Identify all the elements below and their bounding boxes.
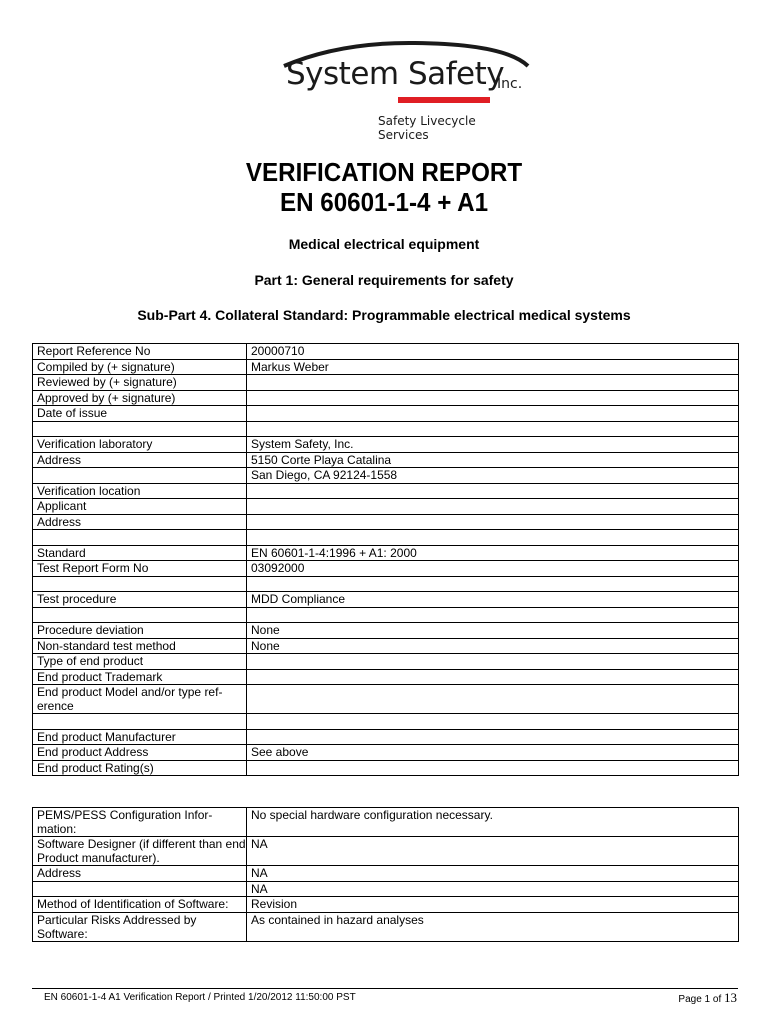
table-row	[33, 592, 739, 608]
row-value	[247, 514, 739, 530]
row-label: Type of end product	[33, 654, 247, 670]
row-label: PEMS/PESS Configuration Infor-mation:	[33, 808, 247, 837]
table-row	[33, 576, 739, 592]
row-label: Compiled by (+ signature)	[33, 359, 247, 375]
subtitle-part: Part 1: General requirements for safety	[254, 272, 514, 288]
row-label: Test procedure	[33, 592, 247, 608]
table-row	[33, 866, 739, 882]
row-value: 03092000	[247, 561, 739, 577]
table-row	[33, 499, 739, 515]
row-label: Software Designer (if different than end Product manufacturer).	[33, 837, 247, 866]
footer-print-info: EN 60601-1-4 A1 Verification Report / Printed 1/20/2012 11:50:00 PST	[44, 992, 356, 1003]
table-row	[33, 437, 739, 453]
logo-wordmark: System Safety	[286, 56, 505, 92]
row-value	[247, 760, 739, 776]
table-row	[33, 685, 739, 714]
row-label: Report Reference No	[33, 344, 247, 360]
table-row	[33, 623, 739, 639]
table-row	[33, 654, 739, 670]
table-row	[33, 375, 739, 391]
row-label: Test Report Form No	[33, 561, 247, 577]
row-label: Non-standard test method	[33, 638, 247, 654]
table-row	[33, 530, 739, 546]
row-value	[247, 669, 739, 685]
row-value: San Diego, CA 92124-1558	[247, 468, 739, 484]
row-value: 20000710	[247, 344, 739, 360]
row-label: Address	[33, 452, 247, 468]
table-row	[33, 745, 739, 761]
row-value: No special hardware configuration necessary.	[247, 808, 739, 837]
table-row	[33, 561, 739, 577]
row-label: End product Address	[33, 745, 247, 761]
table-row	[33, 483, 739, 499]
table-row	[33, 760, 739, 776]
row-label: End product Rating(s)	[33, 760, 247, 776]
footer-page-number: Page 1 of 13	[678, 990, 737, 1005]
row-value: NA	[247, 881, 739, 897]
row-value: Markus Weber	[247, 359, 739, 375]
table-row	[33, 406, 739, 422]
row-label: Standard	[33, 545, 247, 561]
row-label	[33, 530, 247, 546]
row-value: None	[247, 638, 739, 654]
row-value	[247, 654, 739, 670]
company-logo	[270, 40, 530, 142]
row-label	[33, 421, 247, 437]
row-value	[247, 729, 739, 745]
row-label: Applicant	[33, 499, 247, 515]
logo-tagline: Safety Livecycle Services	[378, 114, 476, 142]
row-label: Date of issue	[33, 406, 247, 422]
row-label: Particular Risks Addressed by Software:	[33, 912, 247, 941]
subtitle-equipment: Medical electrical equipment	[288, 236, 480, 252]
row-value	[247, 406, 739, 422]
report-info-table	[32, 343, 739, 776]
row-label: Method of Identification of Software:	[33, 897, 247, 913]
table-row	[33, 897, 739, 913]
row-value	[247, 421, 739, 437]
row-label: End product Trademark	[33, 669, 247, 685]
table-row	[33, 638, 739, 654]
table-row	[33, 344, 739, 360]
row-label: Procedure deviation	[33, 623, 247, 639]
row-value	[247, 499, 739, 515]
row-label	[33, 607, 247, 623]
row-value: As contained in hazard analyses	[247, 912, 739, 941]
table-row	[33, 729, 739, 745]
row-label: End product Manufacturer	[33, 729, 247, 745]
row-value	[247, 530, 739, 546]
row-value	[247, 576, 739, 592]
row-label	[33, 468, 247, 484]
row-value: See above	[247, 745, 739, 761]
table-row	[33, 514, 739, 530]
table-row	[33, 881, 739, 897]
row-label: Approved by (+ signature)	[33, 390, 247, 406]
table-row	[33, 359, 739, 375]
row-value	[247, 390, 739, 406]
logo-red-bar	[398, 97, 490, 103]
table-row	[33, 468, 739, 484]
table-row	[33, 714, 739, 730]
table-row	[33, 837, 739, 866]
table-row	[33, 912, 739, 941]
logo-inc: Inc.	[497, 76, 523, 92]
row-value: None	[247, 623, 739, 639]
footer-divider	[32, 988, 738, 989]
row-value: MDD Compliance	[247, 592, 739, 608]
table-row	[33, 808, 739, 837]
row-label	[33, 881, 247, 897]
table-row	[33, 669, 739, 685]
standard-title: EN 60601-1-4 + A1	[279, 187, 489, 217]
row-label: Address	[33, 514, 247, 530]
row-value	[247, 714, 739, 730]
row-label: Address	[33, 866, 247, 882]
row-label: Verification laboratory	[33, 437, 247, 453]
table-row	[33, 607, 739, 623]
row-value: EN 60601-1-4:1996 + A1: 2000	[247, 545, 739, 561]
row-label: End product Model and/or type ref-erence	[33, 685, 247, 714]
table-row	[33, 421, 739, 437]
table-row	[33, 390, 739, 406]
table-row	[33, 545, 739, 561]
row-label: Reviewed by (+ signature)	[33, 375, 247, 391]
row-value	[247, 607, 739, 623]
row-value: 5150 Corte Playa Catalina	[247, 452, 739, 468]
pems-config-table	[32, 807, 739, 942]
row-value: NA	[247, 866, 739, 882]
row-label	[33, 576, 247, 592]
row-value: NA	[247, 837, 739, 866]
row-value	[247, 685, 739, 714]
report-title: VERIFICATION REPORT	[245, 157, 523, 187]
row-value: System Safety, Inc.	[247, 437, 739, 453]
row-label	[33, 714, 247, 730]
row-label: Verification location	[33, 483, 247, 499]
table-row	[33, 452, 739, 468]
row-value	[247, 483, 739, 499]
row-value: Revision	[247, 897, 739, 913]
row-value	[247, 375, 739, 391]
subtitle-subpart: Sub-Part 4. Collateral Standard: Programmable electrical medical systems	[137, 307, 631, 323]
